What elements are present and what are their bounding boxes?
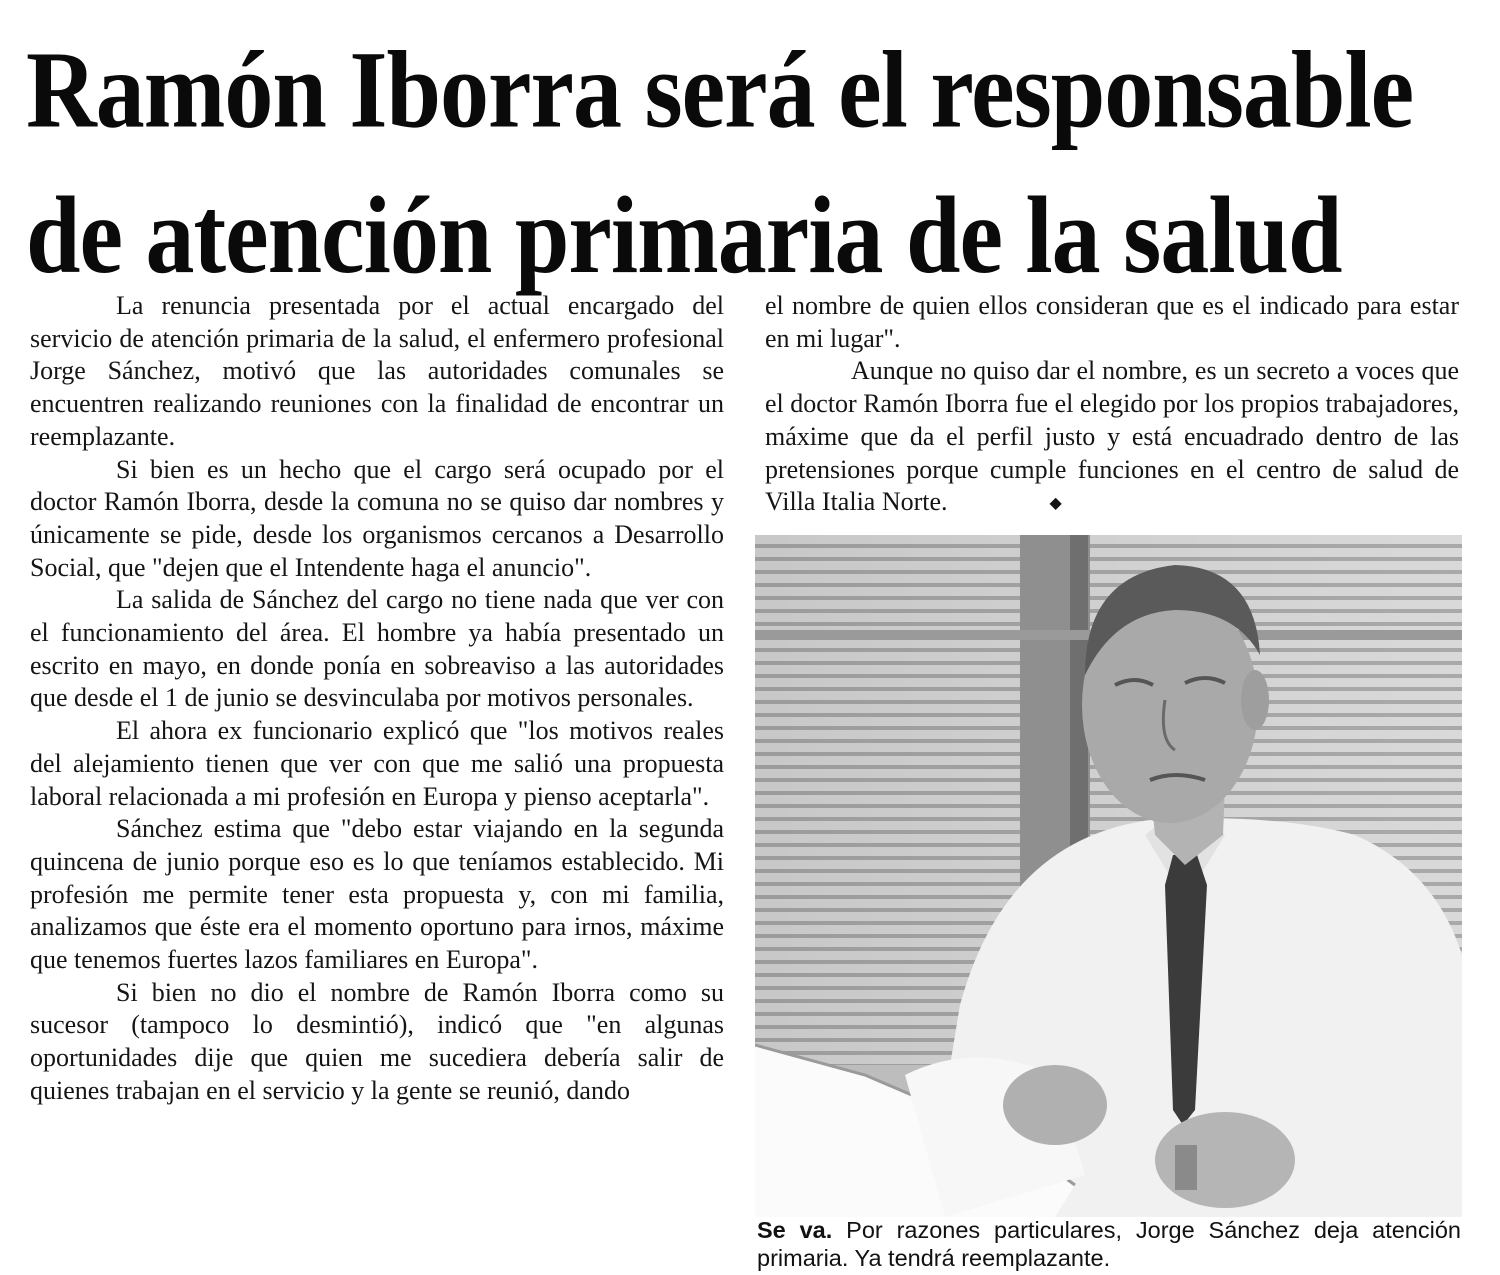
end-of-article-icon: ◆ — [1049, 494, 1062, 512]
paragraph: Si bien es un hecho que el cargo será ocupado por el doctor Ramón Iborra, desde la comuna no se quiso dar nombres y únicamente se pide, desde los organismos cercanos a Desarrollo Social, que "dejen que el Intendente haga el anuncio". — [30, 454, 724, 582]
continued-paragraph: el nombre de quien ellos consideran que es el indicado para estar en mi lugar". — [765, 291, 1459, 353]
paragraph: Si bien no dio el nombre de Ramón Iborra como su sucesor (tampoco lo desmintió), indicó que "en algunas oportunidades dije que quien me sucediera debería salir de quienes trabajan en el servicio y la gente se reunió, dando — [30, 977, 724, 1105]
closing-paragraph — [765, 355, 1459, 520]
paragraph: El ahora ex funcionario explicó que "los motivos reales del alejamiento tienen que ver con que me salió una propuesta laboral relacionada a mi profesión en Europa y pienso aceptarla". — [30, 716, 724, 811]
closing-paragraph-text: Aunque no quiso dar el nombre, es un secreto a voces que el doctor Ramón Iborra fue el elegido por los propios trabajadores, máxime que da el perfil justo y está encuadrado dentro de las pretensiones porque cumple funciones en el centro de salud de Villa Italia Norte. — [765, 356, 1459, 517]
paragraph: La renuncia presentada por el actual encargado del servicio de atención primaria de la salud, el enfermero profesional Jorge Sánchez, motivó que las autoridades comunales se encuentren realizando reuniones con la finalidad de encontrar un reemplazante. — [30, 291, 724, 451]
caption-lead: Se va. — [757, 1217, 833, 1243]
left-column — [30, 290, 724, 1108]
headline-line-1: Ramón Iborra será el responsable — [26, 30, 1414, 152]
paragraph: La salida de Sánchez del cargo no tiene nada que ver con el funcionamiento del área. El hombre ya había presentado un escrito en mayo, en donde ponía en sobreaviso a las autoridades que desde el 1 de junio se desvinculaba por motivos personales. — [30, 585, 724, 713]
caption-text: Por razones particulares, Jorge Sánchez deja atención primaria. Ya tendrá reemplazante. — [757, 1217, 1461, 1271]
paragraph: Sánchez estima que "debo estar viajando en la segunda quincena de junio porque eso es lo que teníamos establecido. Mi profesión me permite tener esta propuesta y, con mi familia, analizamos que éste era el momento oportuno para irnos, máxime que tenemos fuertes lazos familiares en Europa". — [30, 814, 724, 975]
headline — [26, 18, 1476, 309]
photo-caption — [757, 1216, 1461, 1272]
article-photo — [755, 535, 1462, 1217]
headline-line-2: de atención primaria de la salud — [26, 175, 1342, 297]
right-column — [765, 290, 1459, 521]
